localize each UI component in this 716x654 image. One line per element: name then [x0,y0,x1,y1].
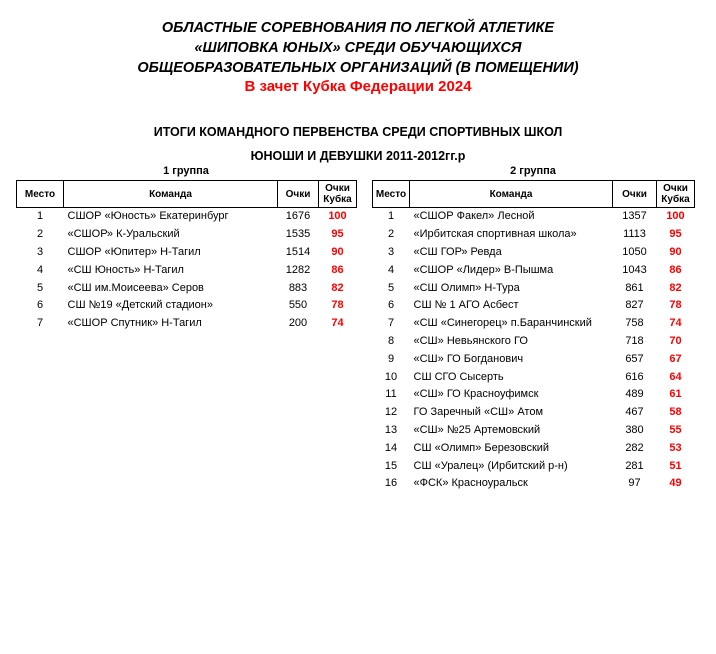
team-cell: «СШ» ГО Красноуфимск [413,388,539,401]
team-cell: СШ СГО Сысерть [413,370,504,383]
title-line-2: «ШИПОВКА ЮНЫХ» СРЕДИ ОБУЧАЮЩИХСЯ [194,40,522,56]
place-cell: 4 [387,263,395,276]
points-cell: 1050 [622,245,647,258]
table-row [17,279,357,297]
cup-points-cell: 61 [669,388,682,401]
table-header [17,181,357,208]
table-row [17,261,357,279]
table-row [17,315,357,333]
team-cell: «СШОР Факел» Лесной [413,210,535,223]
cup-points-cell: 53 [669,441,682,454]
table-row [373,404,695,422]
col-cup-points: Очки Кубка [319,181,357,208]
points-cell: 1514 [285,245,311,258]
cup-points-cell: 64 [669,370,682,383]
table-row [373,386,695,404]
cup-points-cell: 90 [669,245,682,258]
table-row [17,297,357,315]
table-row [373,244,695,262]
place-cell: 7 [387,317,395,330]
table-row [373,315,695,333]
table-row [373,208,695,226]
points-cell: 657 [625,352,644,365]
table-row [373,439,695,457]
place-cell: 1 [387,210,395,223]
points-cell: 97 [628,477,641,490]
table-row [373,297,695,315]
team-cell: «СШ им.Моисеева» Серов [67,281,204,294]
team-cell: «СШ» ГО Богданович [413,352,524,365]
col-place: Место [373,181,410,208]
points-cell: 489 [625,388,644,401]
place-cell: 6 [36,299,44,312]
table-row [373,422,695,440]
points-cell: 1113 [623,228,646,241]
place-cell: 3 [36,245,44,258]
points-cell: 1535 [285,228,311,241]
team-cell: «СШ ГОР» Ревда [413,245,502,258]
place-cell: 10 [384,370,398,383]
cup-points-cell: 51 [669,459,682,472]
cup-points-cell: 74 [669,317,682,330]
team-cell: СШ №19 «Детский стадион» [67,299,213,312]
cup-points-cell: 86 [669,263,682,276]
team-cell: СШ «Олимп» Березовский [413,441,550,454]
place-cell: 7 [36,317,44,330]
cup-points-cell: 49 [669,477,682,490]
team-cell: «СШОР Спутник» Н-Тагил [67,317,202,330]
points-cell: 282 [625,441,644,454]
team-cell: «ФСК» Красноуральск [413,477,528,490]
points-cell: 1282 [285,263,311,276]
place-cell: 6 [387,299,395,312]
team-cell: «Ирбитская спортивная школа» [413,228,577,241]
points-cell: 1357 [622,210,647,223]
cup-points-cell: 82 [669,281,682,294]
cup-points-cell: 55 [669,423,682,436]
place-cell: 1 [36,210,44,223]
place-cell: 11 [385,388,397,401]
team-cell: «СШОР «Лидер» В-Пышма [413,263,554,276]
table-row [373,350,695,368]
table-row [373,457,695,475]
table-row [17,226,357,244]
place-cell: 5 [36,281,44,294]
cup-points-cell: 70 [669,334,682,347]
place-cell: 13 [384,423,398,436]
points-cell: 758 [625,317,644,330]
team-cell: «СШ» Невьянского ГО [413,334,528,347]
place-cell: 9 [387,352,395,365]
points-cell: 380 [625,423,644,436]
cup-points-cell: 78 [331,299,344,312]
points-cell: 1676 [285,210,311,223]
results-subtitle: ИТОГИ КОМАНДНОГО ПЕРВЕНСТВА СРЕДИ СПОРТИВНЫХ ШКОЛ [153,125,563,139]
table-row [17,244,357,262]
team-cell: «СШ» №25 Артемовский [413,423,541,436]
col-points: Очки [613,181,657,208]
cup-title: В зачет Кубка Федерации 2024 [244,78,472,95]
points-cell: 883 [288,281,308,294]
cup-points-cell: 78 [669,299,682,312]
group-1-table [16,180,357,333]
points-cell: 616 [625,370,644,383]
col-cup-points: Очки Кубка [657,181,695,208]
cup-points-cell: 95 [669,228,682,241]
points-cell: 718 [625,334,644,347]
place-cell: 8 [387,334,395,347]
place-cell: 12 [384,406,398,419]
points-cell: 281 [625,459,644,472]
col-place: Место [17,181,64,208]
place-cell: 14 [384,441,398,454]
cup-points-cell: 95 [331,228,344,241]
col-points: Очки [278,181,319,208]
points-cell: 1043 [622,263,647,276]
team-cell: «СШ Олимп» Н-Тура [413,281,520,294]
col-team: Команда [410,181,613,208]
team-cell: «СШ Юность» Н-Тагил [67,263,184,276]
table-row [373,279,695,297]
cup-points-cell: 58 [669,406,682,419]
table-row [373,368,695,386]
place-cell: 4 [36,263,44,276]
cup-points-cell: 82 [331,281,344,294]
cup-points-cell: 100 [328,210,347,223]
points-cell: 861 [625,281,644,294]
place-cell: 16 [384,477,398,490]
team-cell: СШ № 1 АГО Асбест [413,299,519,312]
team-cell: ГО Заречный «СШ» Атом [413,406,544,419]
place-cell: 5 [387,281,395,294]
team-cell: «СШ «Синегорец» п.Баранчинский [413,317,592,330]
cup-points-cell: 74 [331,317,344,330]
points-cell: 467 [625,406,644,419]
title-line-1: ОБЛАСТНЫЕ СОРЕВНОВАНИЯ ПО ЛЕГКОЙ АТЛЕТИКЕ [161,20,555,36]
table-row [17,208,357,226]
table-row [373,475,695,493]
table-row [373,261,695,279]
age-category: ЮНОШИ И ДЕВУШКИ 2011-2012гг.р [250,149,466,163]
table-row [373,333,695,351]
place-cell: 15 [384,459,398,472]
title-line-3: ОБЩЕОБРАЗОВАТЕЛЬНЫХ ОРГАНИЗАЦИЙ (В ПОМЕЩЕНИИ) [137,60,579,76]
cup-points-cell: 67 [669,352,682,365]
table-header [373,181,695,208]
cup-points-cell: 86 [331,263,344,276]
place-cell: 2 [387,228,395,241]
team-cell: СШОР «Юность» Екатеринбург [67,210,229,223]
team-cell: «СШОР» К-Уральский [67,228,180,241]
group-1-title: 1 группа [163,165,209,177]
cup-points-cell: 90 [331,245,344,258]
cup-points-cell: 100 [666,210,685,223]
col-team: Команда [64,181,278,208]
team-cell: СШ «Уралец» (Ирбитский р-н) [413,459,568,472]
group-2-table [372,180,695,493]
points-cell: 827 [625,299,644,312]
points-cell: 200 [288,317,308,330]
points-cell: 550 [288,299,308,312]
team-cell: СШОР «Юпитер» Н-Тагил [67,245,201,258]
place-cell: 2 [36,228,44,241]
table-row [373,226,695,244]
group-2-title: 2 группа [510,165,556,177]
place-cell: 3 [387,245,395,258]
